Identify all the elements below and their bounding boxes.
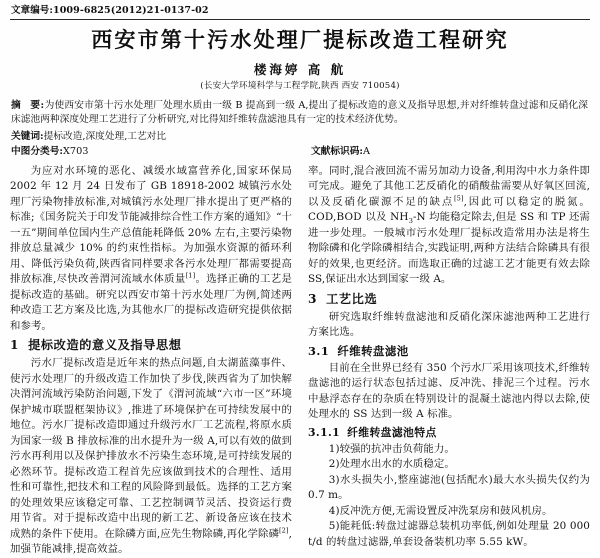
affiliation: (长安大学环境科学与工程学院,陕西 西安 710054): [200, 81, 400, 91]
clc-value: X703: [63, 145, 89, 157]
continued-text-b: ,因此可以稳定的脱氮。COD,BOD 以及 NH: [308, 195, 590, 224]
intro-text-tail: 。选择正确的工艺是提标改造的基础。研究以西安市第十污水处理厂为例,简述两种改造工艺方案及比选,为其他水厂的提标改造研究提供依据和参考。: [10, 273, 292, 332]
section-3-number: 3: [308, 291, 318, 306]
list-item: 3)水头损失小,整座滤池(包括配水)最大水头损失仅约为 0.7 m。: [308, 473, 590, 502]
section-heading-3-1-1: [308, 424, 590, 441]
list-item: 2)处理水出水的水质稳定。: [328, 458, 455, 471]
intro-paragraph: [10, 164, 292, 335]
section-3-title: 工艺比选: [326, 291, 378, 306]
clc-cell: [11, 144, 311, 159]
body-columns: [10, 164, 590, 558]
keywords-value: 提标改造,深度处理,工艺对比: [43, 130, 167, 142]
doc-code-cell: [311, 144, 571, 159]
keywords-row: [11, 129, 589, 144]
article-number: 文章编号:1009-6825(2012)21-0137-02: [11, 5, 209, 16]
section-3-1-1-title: 纤维转盘滤池特点: [347, 425, 437, 439]
section-heading-3: [308, 290, 590, 309]
section-3-paragraph: 研究选取纤维转盘滤池和反硝化深床滤池两种工艺进行方案比选。: [308, 310, 590, 339]
ammonia-subscript: 3: [408, 217, 413, 226]
continued-text-a: 率。同时,混合液回流不需另加动力设备,利用沟中水力条件即可完成。避免了其他工艺反硝化的硝酸盐需要从好氧区回流,以及反硝化碳源不足的缺点: [308, 164, 590, 208]
section-3-1-number: 3.1: [308, 343, 330, 358]
abstract-label: 摘: [11, 100, 22, 111]
header-divider: [10, 19, 590, 20]
doc-code-value: A: [363, 145, 371, 157]
section-1-paragraph: [10, 356, 292, 558]
section-1-number: 1: [10, 338, 20, 353]
author-list: 楼海婷 高 航: [253, 62, 347, 77]
left-column: [10, 164, 292, 558]
abstract-label-colon: 要:: [30, 100, 45, 111]
list-item: 4)反冲洗方便,无需设置反冲洗泵房和鼓风机房。: [328, 504, 553, 517]
section-3-1-1-number: 3.1.1: [308, 425, 341, 439]
continued-paragraph: [308, 164, 590, 288]
abstract-text: 为使西安市第十污水处理厂处理水质由一级 B 提高到一级 A,提出了提标改造的意义及指导思想,并对纤维转盘过滤和反硝化深床滤池两种深度处理工艺进行了分析研究,对比得知纤维转盘滤池具有一定的技术经济优势。: [11, 100, 588, 126]
section-heading-3-1: [308, 342, 590, 360]
section-3-1-paragraph: 目前在全世界已经有 350 个污水厂采用该项技术,纤维转盘滤池的运行状态包括过滤、反冲洗、排泥三个过程。污水中悬浮态存在的杂质在特别设计的混凝土滤池内得以去除,使处理水的 SS 达到一级 A 标准。: [308, 361, 590, 421]
section-1-text: 污水厂提标改造是近年来的热点问题,自太湖蓝藻事件、使污水处理厂的升级改造工作加快了步伐,陕西省为了加快解决渭河流域污染防治问题,下发了《渭河流域“六市一区”环境保护城市联盟框架协议》,推进了环境保护在可持续发展中的地位。污水厂提标改造即通过升级污水厂工艺流程,将原水质为国家一级 B 排放标准的出水提升为一级 A,可以有效的做到污水再利用以及保护排放水不污染生态环境,是可持续发展的必然环节。提标改造工程首先应该做到技术的合理性、适用性和可靠性,把技术和工程的风险降到最低。选择的工艺方案的处理效果应该稳定可靠、工艺控制调节灵活、投资运行费用节省。对于提标改造中出现的新工艺、新设备应该在技术成熟的条件下使用。在除磷方面,应先生物除磷,再化学除磷: [10, 357, 292, 540]
list-item: 1)较强的抗冲击负荷能力。: [328, 442, 455, 455]
intro-break-word: 量: [174, 273, 186, 286]
list-item: 5)能耗低:转盘过滤器总装机功率低,例如处理量 20 000 t/d 的转盘过滤器,单套设备装机功率 5.55 kW。: [308, 520, 590, 548]
section-1-title: 提标改造的意义及指导思想: [28, 338, 182, 353]
right-column: [308, 164, 590, 558]
abstract-block: [11, 99, 588, 128]
classification-row: [11, 144, 589, 159]
section-1-text-tail: ,加强节能减排,提高效益。: [10, 527, 292, 556]
continued-text-c: -N 均能稳定除去,但是 SS 和 TP 还需进一步处理。一般城市污水处理厂提标改造常用办法是将生物除磷和化学除磷相结合,实践证明,两种方法结合除磷具有很好的效果,也更经济。而选取正确的过滤工艺才能更有效去除 SS,保证出水达到国家一级 A。: [308, 211, 590, 286]
reference-marker-5: [5]: [454, 194, 464, 203]
page-title: 西安市第十污水处理厂提标改造工程研究: [91, 27, 509, 52]
keywords-label: 关键词:: [11, 130, 44, 142]
clc-label: 中图分类号:: [11, 145, 64, 157]
intro-text: 为应对水环境的恶化、减缓水域富营养化,国家环保局 2002 年 12 月 24 日发布了 GB 18918-2002 城镇污水处理厂污染物排放标准,对城镇污水处理厂排水提出了更严格的标准;《国务院关于印发节能减排综合性工作方案的通知》“十一五”期间单位国内生产总值能耗降低 20% 左右,主要污染物排放总量减少 10% 的约束性指标。为加强水资源的循环利用、降低污染负荷,陕西省同样要求各污水处理厂都需要提高排放标准,尽快改善渭河流域水体质: [10, 164, 292, 286]
doc-code-label: 文献标识码:: [311, 145, 364, 157]
section-heading-1: [10, 336, 292, 355]
section-3-1-title: 纤维转盘滤池: [337, 343, 409, 358]
reference-marker-2: [2]: [279, 526, 289, 535]
reference-marker-1: [1]: [185, 271, 196, 280]
